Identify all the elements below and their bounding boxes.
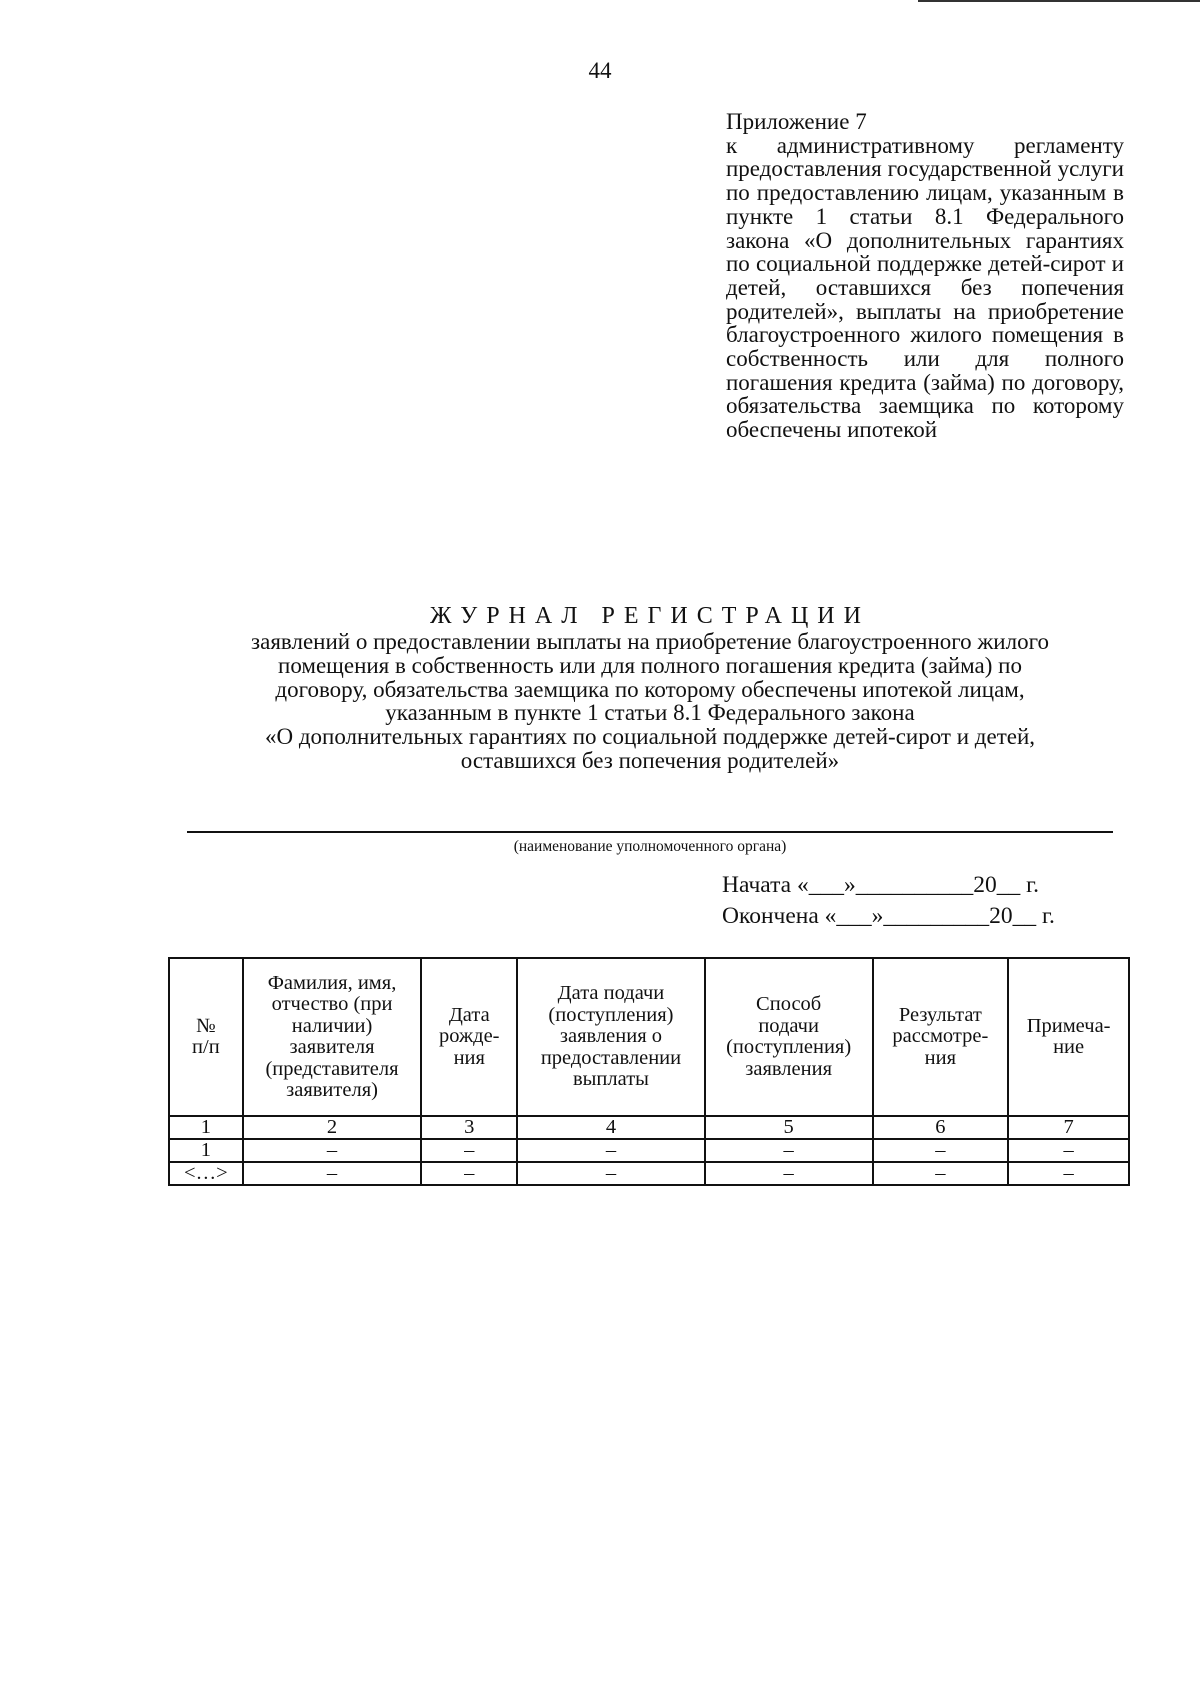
table-cell: – xyxy=(421,1139,517,1162)
top-edge-line xyxy=(918,0,1200,2)
appendix-heading: Приложение 7 xyxy=(726,109,867,134)
table-cell: 2 xyxy=(243,1116,422,1139)
appendix-block xyxy=(726,110,1124,442)
column-header: № п/п xyxy=(169,958,243,1116)
table-cell: <…> xyxy=(169,1162,243,1185)
table-cell: 6 xyxy=(873,1116,1009,1139)
journal-title: ЖУРНАЛ РЕГИСТРАЦИИ xyxy=(430,603,870,629)
table-cell: – xyxy=(1008,1162,1129,1185)
table-cell: – xyxy=(243,1162,422,1185)
subtitle-line: оставшихся без попечения родителей» xyxy=(460,747,840,773)
column-header: Дата рожде- ния xyxy=(421,958,517,1116)
appendix-text: к административному регламенту предоставления государственной услуги по предоставлению лицам, указанным в пункте 1 статьи 8.1 Федерального закона «О дополнительных гарантиях по социальной поддержке детей-сирот и детей, оставшихся без попечения родителей», выплаты на приобретение благоустроенного жилого помещения в собственность или для полного погашения кредита (займа) по договору, обязательства заемщика по которому обеспечены ипотекой xyxy=(726,132,1124,443)
column-header: Примеча- ние xyxy=(1008,958,1129,1116)
table-cell: 5 xyxy=(705,1116,873,1139)
table-cell: 7 xyxy=(1008,1116,1129,1139)
table-row xyxy=(169,1139,1129,1162)
page-number: 44 xyxy=(588,58,612,83)
table-cell: – xyxy=(421,1162,517,1185)
table-cell: – xyxy=(517,1139,705,1162)
table-cell: – xyxy=(517,1162,705,1185)
table-cell: – xyxy=(705,1139,873,1162)
journal-subtitle xyxy=(150,630,1150,773)
subtitle-line: договору, обязательства заемщика по которому обеспечены ипотекой лицам, xyxy=(275,676,1025,702)
column-header: Дата подачи (поступления) заявления о предоставлении выплаты xyxy=(517,958,705,1116)
table-cell: – xyxy=(873,1139,1009,1162)
subtitle-line: помещения в собственность или для полного погашения кредита (займа) по xyxy=(278,652,1022,678)
subtitle-line: заявлений о предоставлении выплаты на приобретение благоустроенного жилого xyxy=(251,629,1049,654)
org-name-caption: (наименование уполномоченного органа) xyxy=(513,838,787,855)
table-cell: 4 xyxy=(517,1116,705,1139)
table-cell: 3 xyxy=(421,1116,517,1139)
subtitle-line: «О дополнительных гарантиях по социальной поддержке детей-сирот и детей, xyxy=(264,724,1036,750)
table-cell: – xyxy=(243,1139,422,1162)
journal-dates xyxy=(722,870,1055,932)
table-cell: – xyxy=(1008,1139,1129,1162)
table-cell: – xyxy=(873,1162,1009,1185)
started-date-line: Начата «___»__________20__ г. xyxy=(722,872,1039,898)
table-row xyxy=(169,1162,1129,1185)
journal-title-block xyxy=(150,602,1150,773)
table-cell: 1 xyxy=(169,1139,243,1162)
subtitle-line: указанным в пункте 1 статьи 8.1 Федерального закона xyxy=(385,700,915,726)
table-body xyxy=(169,1116,1129,1185)
column-header: Способ подачи (поступления) заявления xyxy=(705,958,873,1116)
table-row xyxy=(169,1116,1129,1139)
column-header: Результат рассмотре- ния xyxy=(873,958,1009,1116)
table-cell: – xyxy=(705,1162,873,1185)
table-cell: 1 xyxy=(169,1116,243,1139)
journal-table xyxy=(168,957,1130,1186)
table-header-row xyxy=(169,958,1129,1116)
ended-date-line: Окончена «___»_________20__ г. xyxy=(722,903,1055,929)
column-header: Фамилия, имя, отчество (при наличии) заявителя (представителя заявителя) xyxy=(243,958,422,1116)
org-name-line xyxy=(187,831,1113,833)
